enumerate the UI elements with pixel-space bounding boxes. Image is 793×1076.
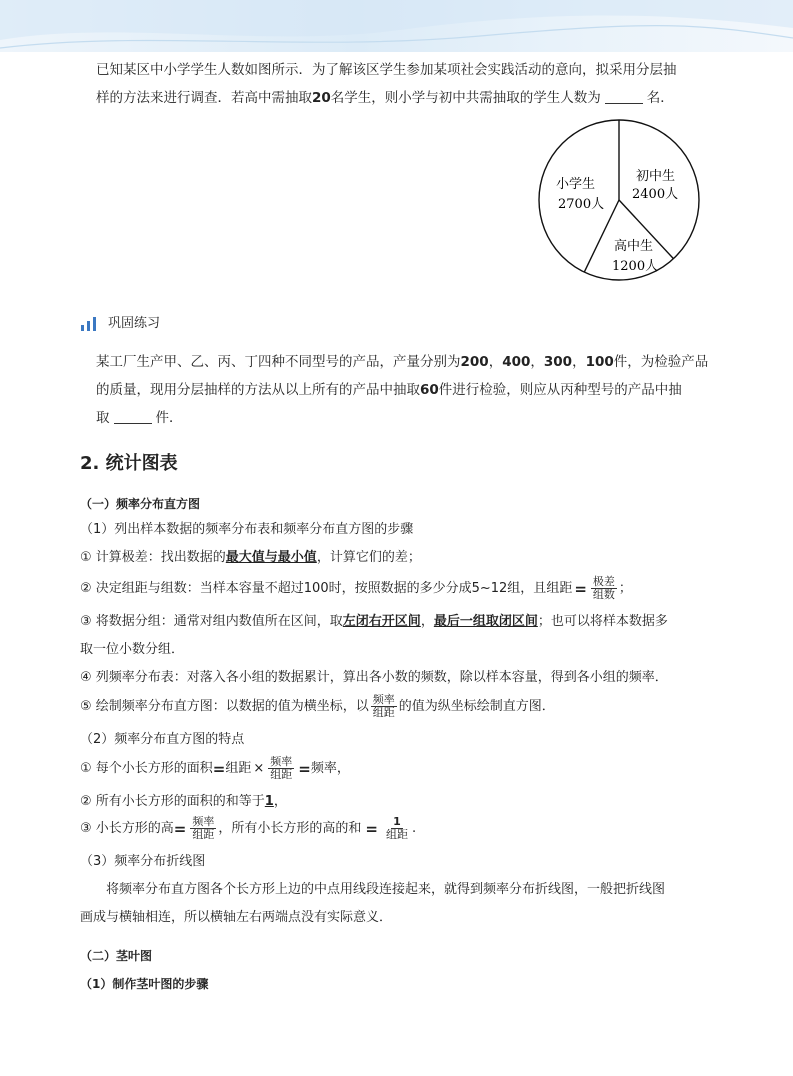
stem-leaf-steps-title: （1）制作茎叶图的步骤 — [80, 977, 209, 991]
practice-line-3: 取 件． — [96, 410, 183, 426]
pie-slice-label-primary-name: 小学生 — [556, 177, 596, 192]
answer-blank[interactable] — [605, 89, 643, 104]
feature-1: ① 每个小长方形的面积 = 组距 × $\frac{\text{频率}}{\text{组距}}$ = 频率 ， — [80, 755, 350, 781]
step-3-cont: 取一位小数分组． — [80, 642, 185, 657]
pie-slice-label-senior-name: 高中生 — [614, 239, 654, 254]
feature-2: ② 所有小长方形的面积的和等于1， — [80, 794, 287, 809]
pie-slice-label-junior-value: 2400人 — [632, 187, 679, 202]
pie-slice-label-junior-name: 初中生 — [636, 169, 676, 184]
fraction-freq-over-width: $\frac{\text{频率}}{\text{组距}}$ — [270, 755, 293, 781]
step-5: ⑤ 绘制频率分布直方图：以数据的值为横坐标，以 $\frac{\text{频率}}{\text{组距}}$ 的值为纵坐标绘制直方图． — [80, 693, 555, 719]
pie-slice-label-primary-value: 2700人 — [558, 197, 605, 212]
practice-title: 巩固练习 — [108, 316, 161, 331]
practice-line-2: 的质量，现用分层抽样的方法从以上所有的产品中抽取60件进行检验，则应从丙种型号的产品中抽 — [96, 382, 682, 398]
fraction-range-over-count: $\frac{\text{极差}}{\text{组数}}$ — [592, 575, 615, 601]
fraction-one-over-width: $\frac{1}{\text{组距}}$ — [385, 815, 408, 841]
subsection-histogram: （一）频率分布直方图 — [80, 497, 201, 511]
step-1: ① 计算极差：找出数据的最大值与最小值，计算它们的差； — [80, 550, 421, 565]
intro-line-1: 已知某区中小学学生人数如图所示．为了解该区学生参加某项社会实践活动的意向，拟采用分层抽 — [96, 62, 677, 78]
header-band — [0, 0, 793, 52]
practice-icon — [80, 316, 98, 336]
pie-chart — [536, 118, 704, 286]
intro-line-2: 样的方法来进行调查．若高中需抽取20名学生，则小学与初中共需抽取的学生人数为 名． — [96, 90, 674, 106]
section-2-title: 2. 统计图表 — [80, 453, 178, 474]
fraction-freq-over-width: $\frac{\text{频率}}{\text{组距}}$ — [192, 815, 215, 841]
step-2: ② 决定组距与组数：当样本容量不超过100时，按照数据的多少分成5~12组，且 组距 = $\frac{\text{极差}}{\text{组数}}$ ； — [80, 575, 632, 601]
feature-3: ③ 小长方形的高 = $\frac{\text{频率}}{\text{组距}}$ ，所有小长方形的高的和 = $\frac{1}{\text{组距}}$ . — [80, 815, 417, 841]
step-4: ④ 列频率分布表：对落入各小组的数据累计，算出各小数的频数，除以样本容量，得到各小组的频率． — [80, 670, 668, 685]
polygon-line-1: 将频率分布直方图各个长方形上边的中点用线段连接起来，就得到频率分布折线图，一般把折线图 — [106, 882, 666, 897]
subsection-stem-leaf: （二）茎叶图 — [80, 949, 153, 963]
polygon-line-2: 画成与横轴相连，所以横轴左右两端点没有实际意义． — [80, 910, 393, 925]
step-3: ③ 将数据分组：通常对组内数值所在区间，取左闭右开区间，最后一组取闭区间；也可以将样本数据多 — [80, 614, 668, 629]
features-title: （2）频率分布直方图的特点 — [80, 732, 245, 747]
fraction-freq-over-width: $\frac{\text{频率}}{\text{组距}}$ — [372, 693, 395, 719]
pie-slice-label-senior-value: 1200人 — [612, 259, 659, 274]
practice-line-1: 某工厂生产甲、乙、丙、丁四种不同型号的产品，产量分别为200，400，300，100件，为检验产品 — [96, 354, 709, 370]
header-wave-decoration — [0, 0, 793, 52]
practice-answer-blank[interactable] — [114, 409, 152, 424]
polygon-title: （3）频率分布折线图 — [80, 854, 206, 869]
steps-title: （1）列出样本数据的频率分布表和频率分布直方图的步骤 — [80, 522, 414, 537]
